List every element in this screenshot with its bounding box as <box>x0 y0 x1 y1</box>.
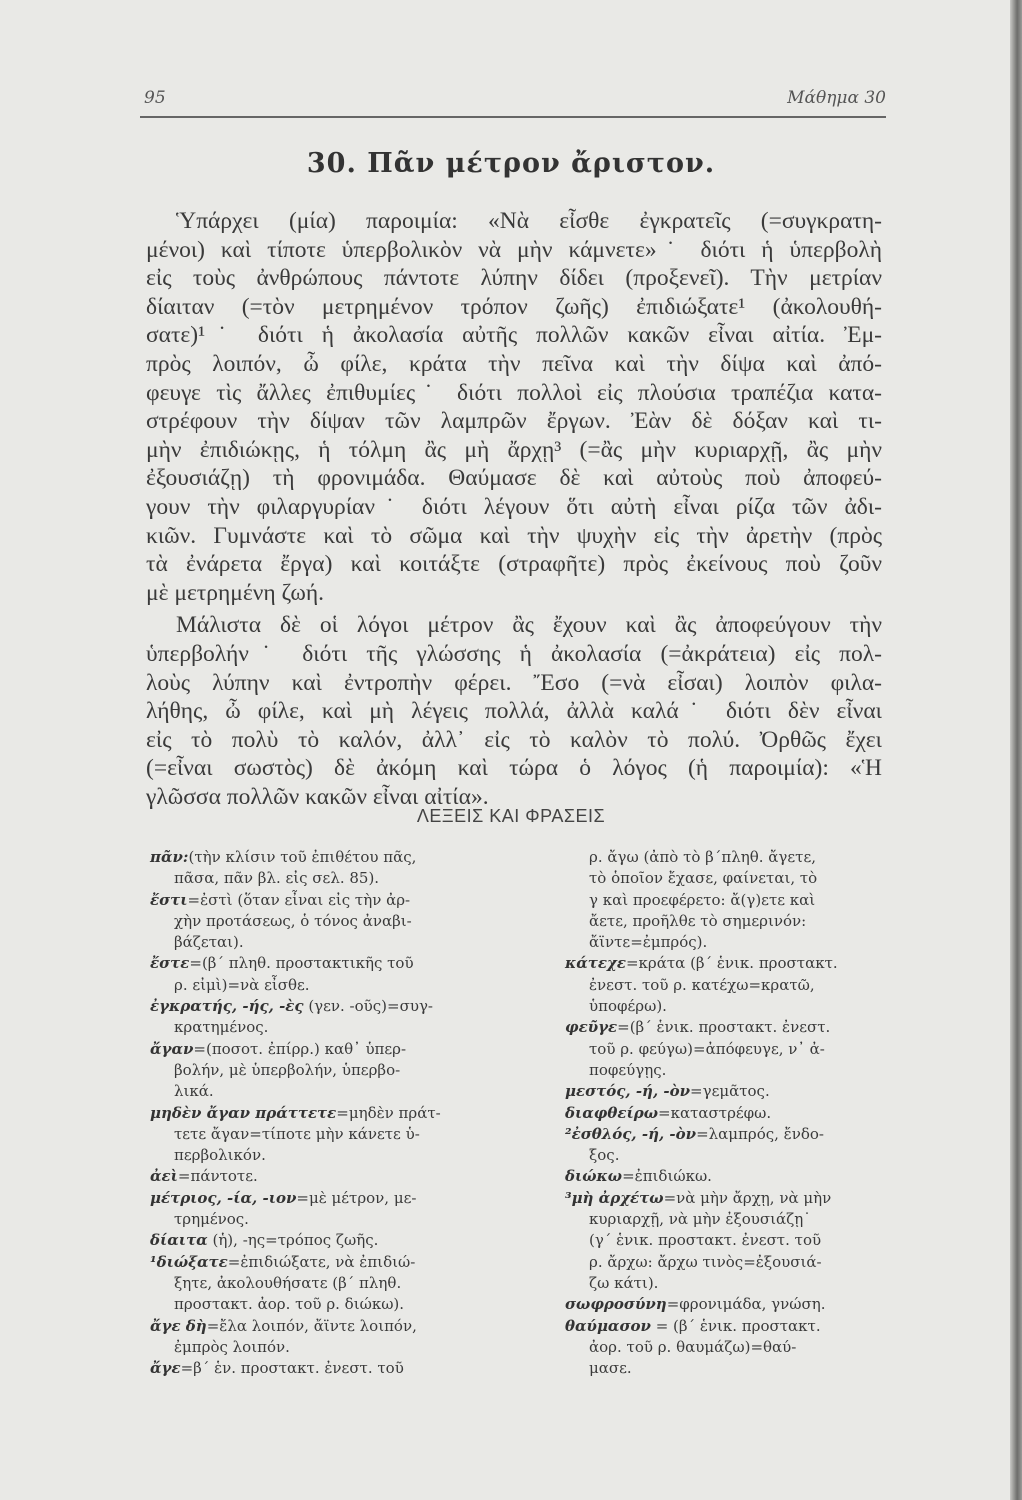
text-line: λήθης, ὦ φίλε, καὶ μὴ λέγεις πολλά, ἀλλὰ καλά˙ διότι δὲν εἶναι <box>146 698 882 725</box>
glossary-definition: τὸ ὁποῖον ἔχασε, φαίνεται, τὸ <box>589 869 818 888</box>
glossary-line <box>150 1060 530 1081</box>
glossary-line <box>150 1145 530 1166</box>
text-line: Ὑπάρχει (μία) παροιμία: «Νὰ εἶσθε ἐγκρατεῖς (=συγκρατη- <box>176 208 882 234</box>
glossary-definition: =φρονιμάδα, γνώση. <box>666 1295 826 1314</box>
glossary-definition: ποφεύγῃς. <box>589 1060 667 1079</box>
text-line: τὰ ἐνάρετα ἔργα) καὶ κοιτάξτε (στραφῆτε) πρὸς ἐκείνους ποὺ ζοῦν <box>146 551 882 578</box>
glossary-headword: μεστός, -ή, -ὸν <box>565 1082 691 1101</box>
glossary-definition: = (β΄ ἑνικ. προστακτ. <box>650 1316 821 1335</box>
text-line: σατε)¹˙ διότι ἡ ἀκολασία αὐτῆς πολλῶν κακῶν εἶναι αἰτία. Ἐμ- <box>146 322 882 349</box>
glossary-entry <box>150 1039 530 1103</box>
glossary-entry <box>150 890 530 954</box>
glossary-headword: μέτριος, -ία, -ιον <box>150 1188 297 1207</box>
glossary-entry <box>150 1252 530 1316</box>
glossary-line <box>150 996 530 1017</box>
paragraph <box>146 207 882 607</box>
glossary-entry <box>565 1188 895 1294</box>
glossary-line <box>565 1188 895 1209</box>
glossary-definition: =καταστρέφω. <box>658 1103 772 1122</box>
glossary-entry <box>150 1188 530 1231</box>
glossary-definition: (γεν. -οῦς)=συγ- <box>303 997 433 1016</box>
text-line: μὴν ἐπιδιώκῃς, ἡ τόλμη ἂς μὴ ἄρχῃ³ (=ἂς μὴν κυριαρχῇ, ἂς μὴν <box>146 436 882 463</box>
text-line: δίαιταν (=τὸν μετρημένον τρόπον ζωῆς) ἐπιδιώξατε¹ (ἀκολουθή- <box>146 293 882 320</box>
glossary-line <box>150 1124 530 1145</box>
glossary-line <box>150 1294 530 1315</box>
glossary-definition: ζω κάτι). <box>589 1273 659 1292</box>
glossary-line <box>150 1039 530 1060</box>
glossary-line <box>565 953 895 974</box>
glossary-line <box>565 1358 895 1379</box>
text-line: (=εἶναι σωστὸς) δὲ ἀκόμη καὶ τώρα ὁ λόγος (ἡ παροιμία): «Ἡ <box>146 755 882 782</box>
paragraph <box>146 611 882 811</box>
text-line: γουν τὴν φιλαργυρίαν˙ διότι λέγουν ὅτι αὐτὴ εἶναι ρίζα τῶν ἀδι- <box>146 493 882 520</box>
glossary-line <box>565 911 895 932</box>
glossary-definition: γ καὶ προεφέρετο: ἄ(γ)ετε καὶ <box>589 890 816 909</box>
glossary-line <box>565 1166 895 1187</box>
glossary-line <box>150 911 530 932</box>
glossary-line <box>565 1017 895 1038</box>
glossary-headword: διώκω <box>565 1167 623 1186</box>
glossary-definition: =γεμᾶτος. <box>690 1082 770 1101</box>
glossary-definition: =κράτα (β΄ ἑνικ. προστακτ. <box>625 954 838 973</box>
glossary-definition: =πάντοτε. <box>177 1167 258 1186</box>
glossary-definition: =μηδὲν πράτ- <box>336 1103 441 1122</box>
glossary-definition: =λαμπρός, ἔνδο- <box>696 1124 824 1143</box>
lesson-header: Μάθημα 30 <box>787 88 886 108</box>
glossary-headword: ἔστε <box>150 954 190 973</box>
glossary-right-column <box>565 847 895 1379</box>
glossary-headword: ²ἐσθλός, -ή, -ὸν <box>565 1124 697 1143</box>
glossary-entry <box>150 847 530 890</box>
glossary-headword: σωφροσύνη <box>565 1295 667 1314</box>
glossary-definition: (γ΄ ἑνικ. προστακτ. ἐνεστ. τοῦ <box>589 1231 822 1250</box>
glossary-definition: ἀορ. τοῦ ρ. θαυμάζω)=θαύ- <box>589 1337 797 1356</box>
glossary-definition: =(ποσοτ. ἐπίρρ.) καθ᾿ ὑπερ- <box>193 1039 407 1058</box>
glossary-definition: =ἔλα λοιπόν, ἄϊντε λοιπόν, <box>206 1316 417 1335</box>
glossary-definition: ἄετε, προῆλθε τὸ σημερινόν: <box>589 911 807 930</box>
glossary-definition: ρ. ἄρχω: ἄρχω τινὸς=ἐξουσιά- <box>589 1252 822 1271</box>
glossary-entry <box>150 1316 530 1359</box>
lesson-title: 30. Πᾶν μέτρον ἄριστον. <box>306 148 716 179</box>
glossary-definition: προστακτ. ἀορ. τοῦ ρ. διώκω). <box>174 1295 405 1314</box>
glossary-line <box>565 1103 895 1124</box>
glossary-definition: =νὰ μὴν ἄρχῃ, νὰ μὴν <box>663 1188 832 1207</box>
glossary-line <box>150 1316 530 1337</box>
glossary-headword: ἀεὶ <box>150 1167 178 1186</box>
glossary-line <box>150 1252 530 1273</box>
glossary-line <box>565 1081 895 1102</box>
glossary-definition: κυριαρχῇ, νὰ μὴν ἐξουσιάζῃ˙ <box>589 1210 811 1229</box>
glossary-line <box>565 1273 895 1294</box>
glossary-definition: ἐμπρὸς λοιπόν. <box>174 1337 290 1356</box>
glossary-headword: μηδὲν ἄγαν πράττετε <box>150 1103 337 1122</box>
glossary-line <box>565 996 895 1017</box>
glossary-definition: τρημένος. <box>174 1210 249 1229</box>
glossary-line <box>565 1337 895 1358</box>
glossary-line <box>565 975 895 996</box>
glossary-entry <box>150 1103 530 1167</box>
text-line: πρὸς λοιπόν, ὦ φίλε, κράτα τὴν πεῖνα καὶ τὴν δίψα καὶ ἀπό- <box>146 350 882 377</box>
glossary-definition: =μὲ μέτρον, με- <box>296 1188 417 1207</box>
text-line: Μάλιστα δὲ οἱ λόγοι μέτρον ἂς ἔχουν καὶ ἂς ἀποφεύγουν τὴν <box>176 612 882 639</box>
glossary-entry <box>150 1358 530 1379</box>
glossary-line <box>150 890 530 911</box>
glossary-headword: κάτεχε <box>565 954 626 973</box>
glossary-headword: ¹διώξατε <box>150 1252 228 1271</box>
glossary-definition: περβολικόν. <box>174 1146 266 1165</box>
text-line: κιῶν. Γυμνάστε καὶ τὸ σῶμα καὶ τὴν ψυχὴν εἰς τὴν ἀρετὴν (πρὸς <box>146 522 882 549</box>
glossary-line <box>150 1103 530 1124</box>
glossary-line <box>150 868 530 889</box>
glossary-line <box>150 1337 530 1358</box>
text-line: ὑπερβολήν˙ διότι τῆς γλώσσης ἡ ἀκολασία (=ἀκράτεια) εἰς πολ- <box>146 640 882 667</box>
glossary-line <box>565 1252 895 1273</box>
glossary-headword: ἐγκρατής, -ής, -ὲς <box>150 997 304 1016</box>
text-line: εἰς τοὺς ἀνθρώπους πάντοτε λύπην δίδει (προξενεῖ). Τὴν μετρίαν <box>146 265 882 292</box>
glossary-definition: βάζεται). <box>174 933 244 952</box>
glossary-entry <box>150 996 530 1039</box>
glossary-definition: ρ. εἰμὶ)=νὰ εἶσθε. <box>174 975 310 994</box>
glossary-entry <box>150 1230 530 1251</box>
glossary-headword: θαύμασον <box>565 1316 651 1335</box>
page-number: 95 <box>144 88 166 108</box>
glossary-entry <box>565 1081 895 1102</box>
glossary-line <box>565 1145 895 1166</box>
text-line: μένοι) καὶ τίποτε ὑπερβολικὸν νὰ μὴν κάμνετε»˙ διότι ἡ ὑπερβολὴ <box>146 236 882 263</box>
glossary-definition: =ἐστὶ (ὅταν εἶναι εἰς τὴν ἀρ- <box>187 890 411 909</box>
glossary-definition: τετε ἄγαν=τίποτε μὴν κάνετε ὑ- <box>174 1124 420 1143</box>
glossary-definition: =(β΄ πληθ. προστακτικῆς τοῦ <box>189 954 414 973</box>
text-line: γλῶσσα πολλῶν κακῶν εἶναι αἰτία». <box>146 783 489 810</box>
glossary-line <box>150 1188 530 1209</box>
glossary-line <box>150 1081 530 1102</box>
glossary-entry <box>565 1103 895 1124</box>
page-edge <box>1010 0 1022 1500</box>
glossary-definition: (ἡ), -ης=τρόπος ζωῆς. <box>207 1231 379 1250</box>
glossary-line <box>150 1209 530 1230</box>
glossary-definition: =ἐπιδιώκω. <box>622 1167 712 1186</box>
text-line: μὲ μετρημένη ζωή. <box>146 579 325 606</box>
header-rule <box>140 116 886 118</box>
glossary-line <box>565 1039 895 1060</box>
glossary-line <box>150 847 530 868</box>
text-line: λοὺς λύπην καὶ ἐντροπὴν φέρει. Ἔσο (=νὰ εἶσαι) λοιπὸν φιλα- <box>146 669 882 696</box>
glossary-headword: ἄγαν <box>150 1039 194 1058</box>
glossary-headword: πᾶν: <box>150 848 189 866</box>
glossary-line <box>565 1230 895 1251</box>
glossary-line <box>565 847 895 868</box>
glossary-definition: ξος. <box>589 1146 620 1165</box>
glossary-line <box>150 1273 530 1294</box>
glossary-entry <box>565 1294 895 1315</box>
glossary-line <box>565 890 895 911</box>
glossary-definition: βολήν, μὲ ὑπερβολήν, ὑπερβο- <box>174 1060 401 1079</box>
glossary-definition: ξητε, ἀκολουθήσατε (β΄ πληθ. <box>174 1273 402 1292</box>
glossary-line <box>150 932 530 953</box>
glossary-entry <box>150 1166 530 1187</box>
glossary-entry <box>565 1017 895 1081</box>
text-line: ἐξουσιάζῃ) τὴ φρονιμάδα. Θαύμασε δὲ καὶ αὐτοὺς ποὺ ἀποφεύ- <box>146 465 882 492</box>
glossary-line <box>565 1209 895 1230</box>
text-line: εἰς τὸ πολὺ τὸ καλόν, ἀλλ᾿ εἰς τὸ καλὸν τὸ πολύ. Ὀρθῶς ἔχει <box>146 726 882 753</box>
glossary-line <box>565 1316 895 1337</box>
glossary-line <box>565 1060 895 1081</box>
glossary-line <box>565 868 895 889</box>
glossary-definition: =(β΄ ἑνικ. προστακτ. ἐνεστ. <box>617 1018 831 1037</box>
glossary-definition: ρ. ἄγω (ἀπὸ τὸ β΄πληθ. ἄγετε, <box>589 848 816 866</box>
glossary-headword: δίαιτα <box>150 1231 208 1250</box>
glossary-headword: διαφθείρω <box>565 1103 659 1122</box>
glossary-line <box>150 1358 530 1379</box>
glossary-definition: λικά. <box>174 1082 214 1101</box>
glossary-entry <box>565 1166 895 1187</box>
glossary-title: ΛΕΞΕΙΣ ΚΑΙ ΦΡΑΣΕΙΣ <box>416 806 606 826</box>
main-text <box>146 207 882 811</box>
glossary-line <box>150 953 530 974</box>
glossary-left-column <box>150 847 530 1379</box>
glossary-line <box>565 1294 895 1315</box>
glossary-line <box>565 932 895 953</box>
glossary-definition: =ἐπιδιώξατε, νὰ ἐπιδιώ- <box>227 1252 416 1271</box>
text-line: φευγε τὶς ἄλλες ἐπιθυμίες˙ διότι πολλοὶ εἰς πλούσια τραπέζια κατα- <box>146 379 882 406</box>
glossary-line <box>150 1230 530 1251</box>
glossary-definition: ἐνεστ. τοῦ ρ. κατέχω=κρατῶ, <box>589 975 815 994</box>
glossary-entry <box>565 847 895 953</box>
glossary-line <box>565 1124 895 1145</box>
glossary-definition: πᾶσα, πᾶν βλ. εἰς σελ. 85). <box>174 869 380 888</box>
glossary-headword: φεῦγε <box>565 1018 618 1037</box>
glossary-definition: =β΄ ἑν. προστακτ. ἐνεστ. τοῦ <box>180 1359 404 1378</box>
glossary-definition: τοῦ ρ. φεύγω)=ἀπόφευγε, ν᾿ ἀ- <box>589 1039 825 1058</box>
glossary-line <box>150 1017 530 1038</box>
glossary-definition: (τὴν κλίσιν τοῦ ἐπιθέτου πᾶς, <box>188 848 417 866</box>
glossary-entry <box>565 953 895 1017</box>
glossary-definition: χὴν προτάσεως, ὁ τόνος ἀναβι- <box>174 911 412 930</box>
glossary-headword: ἄγε <box>150 1359 181 1378</box>
glossary-definition: κρατημένος. <box>174 1018 269 1037</box>
text-line: στρέφουν τὴν δίψαν τῶν λαμπρῶν ἔργων. Ἐὰν δὲ δόξαν καὶ τι- <box>146 408 882 435</box>
glossary-definition: ἄϊντε=ἐμπρός). <box>589 933 708 952</box>
glossary-headword: ἄγε δὴ <box>150 1316 207 1335</box>
glossary-definition: ὑποφέρω). <box>589 997 667 1016</box>
glossary-line <box>150 975 530 996</box>
glossary-line <box>150 1166 530 1187</box>
glossary-entry <box>150 953 530 996</box>
glossary-definition: μασε. <box>589 1359 632 1378</box>
glossary-headword: ³μὴ ἀρχέτω <box>565 1188 664 1207</box>
glossary-headword: ἔστι <box>150 890 188 909</box>
glossary-entry <box>565 1124 895 1167</box>
glossary-entry <box>565 1316 895 1380</box>
